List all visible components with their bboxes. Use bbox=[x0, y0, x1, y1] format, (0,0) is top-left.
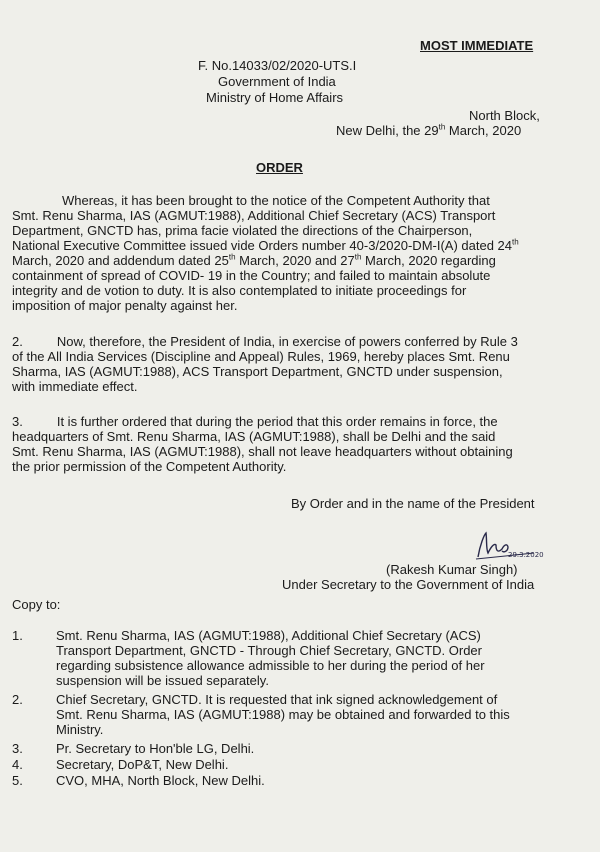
government-name: Government of India bbox=[218, 74, 336, 89]
paragraph-3-number: 3. bbox=[12, 414, 23, 429]
paragraph-2-number: 2. bbox=[12, 334, 23, 349]
signature-date: 29.3.2020 bbox=[508, 551, 544, 559]
office-place: North Block, bbox=[469, 108, 540, 123]
handwritten-signature bbox=[474, 527, 544, 563]
copy-to-label: Copy to: bbox=[12, 597, 61, 612]
ministry-name: Ministry of Home Affairs bbox=[206, 90, 344, 105]
paragraph-2: 2. Now, therefore, the President of India, in exercise of powers conferred by Rule 3 of the All India Services (Discipline and Appeal) Rules, 1969, hereby places Smt. Renu Sharma, IAS (AGMUT:1988), ACS Transport Department, GNCTD under suspension, with immediate effect. bbox=[12, 334, 518, 394]
order-date: New Delhi, the 29th March, 2020 bbox=[336, 122, 522, 138]
order-title: ORDER bbox=[256, 160, 303, 175]
closing-line: By Order and in the name of the President bbox=[291, 496, 535, 511]
signatory-designation: Under Secretary to the Government of India bbox=[282, 577, 535, 592]
paragraph-1: Whereas, it has been brought to the notice of the Competent Authority that Smt. Renu Sharma, IAS (AGMUT:1988), Additional Chief Secretary (ACS) Transport Department, GNCTD has, prima facie violated the directions of the Chairperson, National Executive Committee issued vide Orders number 40-3/2020-DM-I(A) dated 24th March, 2020 and addendum dated 25th March, 2020 and 27th March, 2020 regarding containment of spread of COVID- 19 in the Country; and failed to maintain absolute integrity and de votion to duty. It is also contemplated to initiate proceedings for imposition of major penalty against her. bbox=[12, 193, 519, 313]
signatory-name: (Rakesh Kumar Singh) bbox=[386, 562, 518, 577]
paragraph-3: 3. It is further ordered that during the period that this order remains in force, the headquarters of Smt. Renu Sharma, IAS (AGMUT:1988), shall be Delhi and the said Smt. Renu Sharma, IAS (AGMUT:1988), shall not leave headquarters without obtaining the prior permission of the Competent Authority. bbox=[12, 414, 513, 474]
file-number: F. No.14033/02/2020-UTS.I bbox=[198, 58, 357, 73]
priority-label: MOST IMMEDIATE bbox=[420, 38, 534, 53]
document-page: MOST IMMEDIATE F. No.14033/02/2020-UTS.I Government of India Ministry of Home Affairs North Block, New Delhi, the 29th March, 2020 ORDER Whereas, it has been brought to the notice of the Competent Authority that Smt. Renu Sharma, IAS (AGMUT:1988), Additional Chief Secretary (ACS) Transport Department, GNCTD has, prima facie violated the directions of the Chairperson, National Executive Committee issued vide Orders number 40-3/2020-DM-I(A) dated 24th March, 2020 and addendum dated 25th March, 2020 and 27th March, 2020 regarding containment of spread of COVID- 19 in the Country; and failed to maintain absolute integrity and de votion to duty. It is also contemplated to initiate proceedings for imposition of major penalty against her. 2. Now, therefore, the President of India, in exercise of powers conferred by Rule 3 of the All India Services (Discipline and Appeal) Rules, 1969, hereby places Smt. Renu Sharma, IAS (AGMUT:1988), ACS Transport Department, GNCTD under suspension, with immediate effect. 3. It is further ordered that during the period that this order remains in force, the headquarters of Smt. Renu Sharma, IAS (AGMUT:1988), shall be Delhi and the said Smt. Renu Sharma, IAS (AGMUT:1988), shall not leave headquarters without obtaining the prior permission of the Competent Authority. By Order and in the name of the President 29.3.2020 (Rakesh Kumar Singh) Under Secretary to the Government of India Copy to: 1. Smt. Renu Sharma, IAS (AGMUT:1988), Additional Chief Secretary (ACS) Transport Department, GNCTD - Through Chief Secretary, GNCTD. Order regarding subsistence allowance admissible to her during the period of her suspension will be issued separately. 2. Chief Secretary, GNCTD. It is requested that ink signed acknowledgement of Smt. Renu Sharma, IAS (AGMUT:1988) may be obtained and forwarded to this Ministry. 3. Pr. Secretary to Hon'ble LG, Delhi. 4. Secretary, DoP&T, New Delhi. 5. CVO, MHA, North Block, New Delhi. bbox=[0, 0, 600, 852]
